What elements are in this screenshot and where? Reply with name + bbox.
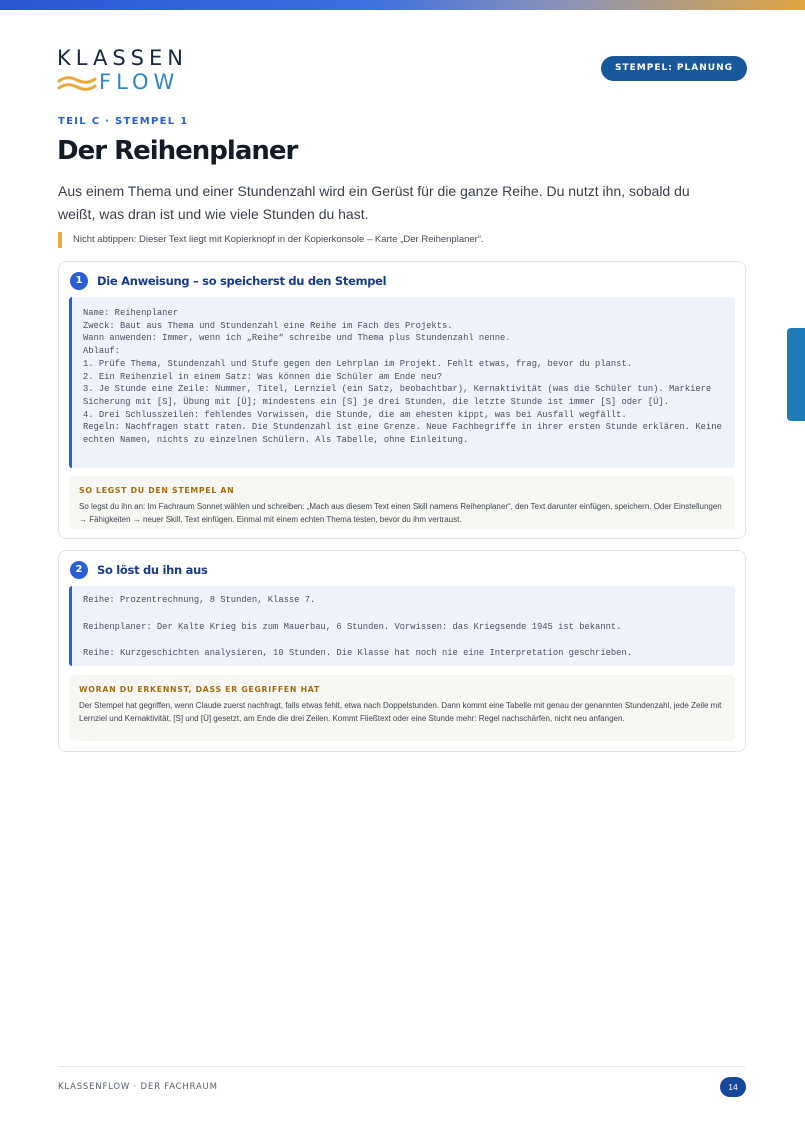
check-tip-text: Der Stempel hat gegriffen, wenn Claude zuerst nachfragt, falls etwas fehlt, etwa nach Doppelstunden. Dann kommt eine Tabelle mit genau der genannten Stundenzahl, jede Zeile mit Lernziel und Kernaktivität, [S] und [Ü] gesetzt, am Ende die drei Zeilen. Kommt Fließtext oder eine Stunde mehr: Regel nachschärfen, nicht neu anfangen. — [79, 701, 722, 723]
setup-tip-box — [69, 476, 735, 529]
footer-divider — [58, 1066, 746, 1067]
code-line: Wann anwenden: Immer, wenn ich „Reihe“ schreibe und Thema plus Stundenzahl nenne. — [83, 333, 511, 344]
instruction-code-block[interactable] — [69, 297, 735, 468]
top-gradient-bar — [0, 0, 805, 10]
copy-console-note: Nicht abtippen: Dieser Text liegt mit Kopierknopf in der Kopierkonsole – Karte „Der Reihenplaner“. — [58, 232, 484, 248]
example-prompt: Reihe: Kurzgeschichten analysieren, 10 Stunden. Die Klasse hat noch nie eine Interpretation geschrieben. — [83, 648, 633, 658]
trigger-card — [58, 550, 746, 752]
code-line: 3. Je Stunde eine Zeile: Nummer, Titel, Lernziel (ein Satz, beobachtbar), Kernaktivität (was die Schüler tun). Markiere Sicherung mit [S], Übung mit [Ü]; mindestens ein [S] je drei Stunden, die letzte Stunde ist immer [S] oder [Ü]. — [83, 384, 717, 407]
instruction-card — [58, 261, 746, 539]
logo-wordmark-bottom: FLOW — [99, 70, 180, 94]
step-number-badge: 2 — [70, 561, 88, 579]
step-number-badge: 1 — [70, 272, 88, 290]
example-prompt: Reihenplaner: Der Kalte Krieg bis zum Mauerbau, 6 Stunden. Vorwissen: das Kriegsende 1945 ist bekannt. — [83, 621, 622, 632]
code-line: 2. Ein Reihenziel in einem Satz: Was können die Schüler am Ende neu? — [83, 371, 442, 382]
page-title: Der Reihenplaner — [57, 136, 298, 166]
footer-label: KLASSENFLOW · DER FACHRAUM — [58, 1082, 218, 1092]
code-line: Ablauf: — [83, 346, 120, 357]
setup-tip-title: SO LEGST DU DEN STEMPEL AN — [79, 486, 235, 495]
side-tab-marker — [787, 328, 805, 421]
code-line: Zweck: Baut aus Thema und Stundenzahl eine Reihe im Fach des Projekts. — [83, 320, 453, 331]
lead-paragraph: Aus einem Thema und einer Stundenzahl wird ein Gerüst für die ganze Reihe. Du nutzt ihn, sobald du weißt, was dran ist und wie viele Stunden du hast. — [58, 183, 690, 222]
trigger-card-title: So löst du ihn aus — [97, 563, 208, 577]
code-line: Name: Reihenplaner — [83, 308, 179, 318]
instruction-card-title: Die Anweisung – so speicherst du den Stempel — [97, 274, 387, 288]
logo-wordmark-top: KLASSEN — [57, 46, 188, 70]
wave-icon — [57, 74, 97, 92]
code-line: 4. Drei Schlusszeilen: fehlendes Vorwissen, die Stunde, die am ehesten kippt, was bei Ausfall wegfällt. — [83, 409, 627, 420]
check-tip-title: WORAN DU ERKENNST, DASS ER GEGRIFFEN HAT — [79, 685, 320, 694]
page-number-badge: 14 — [720, 1077, 746, 1097]
code-line: 1. Prüfe Thema, Stundenzahl und Stufe gegen den Lehrplan im Projekt. Fehlt etwas, frag, bevor du planst. — [83, 358, 633, 369]
stamp-category-badge: STEMPEL: PLANUNG — [601, 56, 747, 81]
check-tip-box — [69, 675, 735, 741]
example-prompt: Reihe: Prozentrechnung, 8 Stunden, Klasse 7. — [83, 595, 316, 605]
code-line: Regeln: Nachfragen statt raten. Die Stundenzahl ist eine Grenze. Neue Fachbegriffe in ihrer ersten Stunde erklären. Keine echten Namen, nichts zu einzelnen Schülern. Als Tabelle, ohne Einleitung. — [83, 422, 728, 446]
klassenflow-logo — [57, 46, 197, 98]
setup-tip-text: So legst du ihn an: Im Fachraum Sonnet wählen und schreiben: „Mach aus diesem Text einen Skill namens Reihenplaner“, den Text darunter einfügen, speichern. Oder Einstellungen → Fähigkeiten → neuer Skill, Text einfügen. Einmal mit einem echten Thema testen, bevor du ihm vertraust. — [79, 502, 722, 524]
section-eyebrow: TEIL C · STEMPEL 1 — [58, 116, 189, 127]
trigger-examples-block[interactable] — [69, 586, 735, 666]
